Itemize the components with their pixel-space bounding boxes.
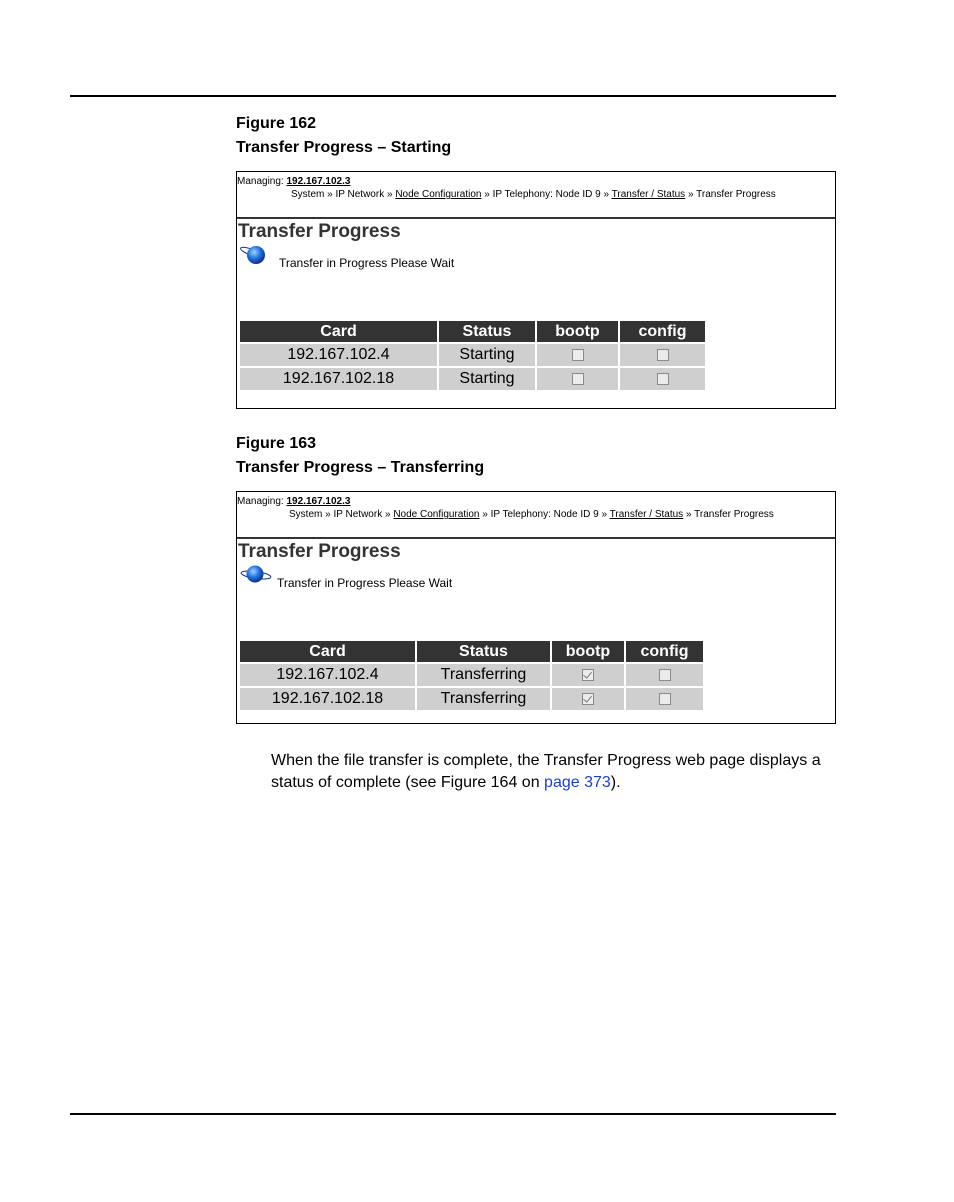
transfer-message: Transfer in Progress Please Wait [279,256,455,270]
config-checkbox[interactable] [659,693,671,705]
config-checkbox[interactable] [657,373,669,385]
card-table [238,641,705,712]
breadcrumb-ip-telephony: IP Telephony: Node ID 9 [490,509,599,520]
status-cell: Transferring [417,664,550,688]
figure-162-title: Transfer Progress – Starting [236,139,452,156]
config-checkbox[interactable] [659,669,671,681]
managing-line [237,176,350,187]
figure-162-screenshot [236,171,836,409]
breadcrumb-system: System [289,509,323,520]
figure-163-number: Figure 163 [236,435,317,452]
bootp-cell [537,344,618,368]
breadcrumb-transfer-status-link[interactable]: Transfer / Status [609,509,684,520]
card-table [238,321,707,392]
managing-label: Managing: [237,176,284,187]
card-cell: 192.167.102.4 [240,344,437,368]
figure-163-title: Transfer Progress – Transferring [236,459,485,476]
breadcrumb [289,509,774,520]
managing-ip-link[interactable]: 192.167.102.3 [286,496,351,507]
column-bootp: bootp [552,641,624,664]
breadcrumb-node-configuration-link[interactable]: Node Configuration [395,189,482,200]
card-cell: 192.167.102.18 [240,368,437,392]
breadcrumb-sep: » [482,509,488,520]
column-status: Status [439,321,535,344]
body-text-after: ). [610,774,621,791]
header-rule [70,95,836,97]
column-config: config [626,641,703,664]
column-card: Card [240,641,415,664]
transfer-message: Transfer in Progress Please Wait [277,576,453,590]
table-header-row [240,321,705,344]
status-cell: Starting [439,368,535,392]
page-title: Transfer Progress [238,221,401,242]
bootp-cell [552,664,624,688]
title-divider [237,217,835,219]
breadcrumb-ip-telephony: IP Telephony: Node ID 9 [492,189,601,200]
config-cell [626,664,703,688]
breadcrumb-sep: » [484,189,490,200]
breadcrumb-sep: » [325,509,331,520]
breadcrumb-node-configuration-link[interactable]: Node Configuration [393,509,480,520]
table-row [240,688,703,712]
config-checkbox[interactable] [657,349,669,361]
config-cell [620,344,705,368]
column-card: Card [240,321,437,344]
column-config: config [620,321,705,344]
table-row [240,664,703,688]
table-row [240,344,705,368]
globe-icon [239,244,269,266]
body-paragraph [271,750,831,794]
card-cell: 192.167.102.18 [240,688,415,712]
bootp-cell [537,368,618,392]
status-cell: Transferring [417,688,550,712]
breadcrumb-transfer-status-link[interactable]: Transfer / Status [611,189,686,200]
column-status: Status [417,641,550,664]
body-text-before: When the file transfer is complete, the Transfer Progress web page displays a status of complete (see Figure 164 on [271,752,821,791]
bootp-cell [552,688,624,712]
managing-ip-link[interactable]: 192.167.102.3 [286,176,351,187]
figure-163-screenshot [236,491,836,724]
footer-rule [70,1113,836,1115]
breadcrumb-sep: » [327,189,333,200]
status-cell: Starting [439,344,535,368]
breadcrumb-sep: » [687,189,694,200]
breadcrumb-system: System [291,189,325,200]
breadcrumb-sep: » [384,509,391,520]
table-header-row [240,641,703,664]
bootp-checkbox[interactable] [572,349,584,361]
managing-line [237,496,350,507]
managing-label: Managing: [237,496,284,507]
breadcrumb [291,189,776,200]
page-title: Transfer Progress [238,541,401,562]
column-bootp: bootp [537,321,618,344]
card-cell: 192.167.102.4 [240,664,415,688]
bootp-checkbox[interactable] [582,693,594,705]
config-cell [620,368,705,392]
breadcrumb-current: Transfer Progress [696,189,776,200]
page-373-link[interactable]: page 373 [544,774,611,791]
breadcrumb-current: Transfer Progress [694,509,774,520]
breadcrumb-ip-network: IP Network [335,189,385,200]
table-row [240,368,705,392]
title-divider [237,537,835,539]
config-cell [626,688,703,712]
figure-162-number: Figure 162 [236,115,317,132]
breadcrumb-sep: » [685,509,692,520]
breadcrumb-ip-network: IP Network [333,509,383,520]
globe-icon [239,564,273,586]
breadcrumb-sep: » [601,509,608,520]
breadcrumb-sep: » [386,189,393,200]
bootp-checkbox[interactable] [582,669,594,681]
bootp-checkbox[interactable] [572,373,584,385]
breadcrumb-sep: » [603,189,610,200]
